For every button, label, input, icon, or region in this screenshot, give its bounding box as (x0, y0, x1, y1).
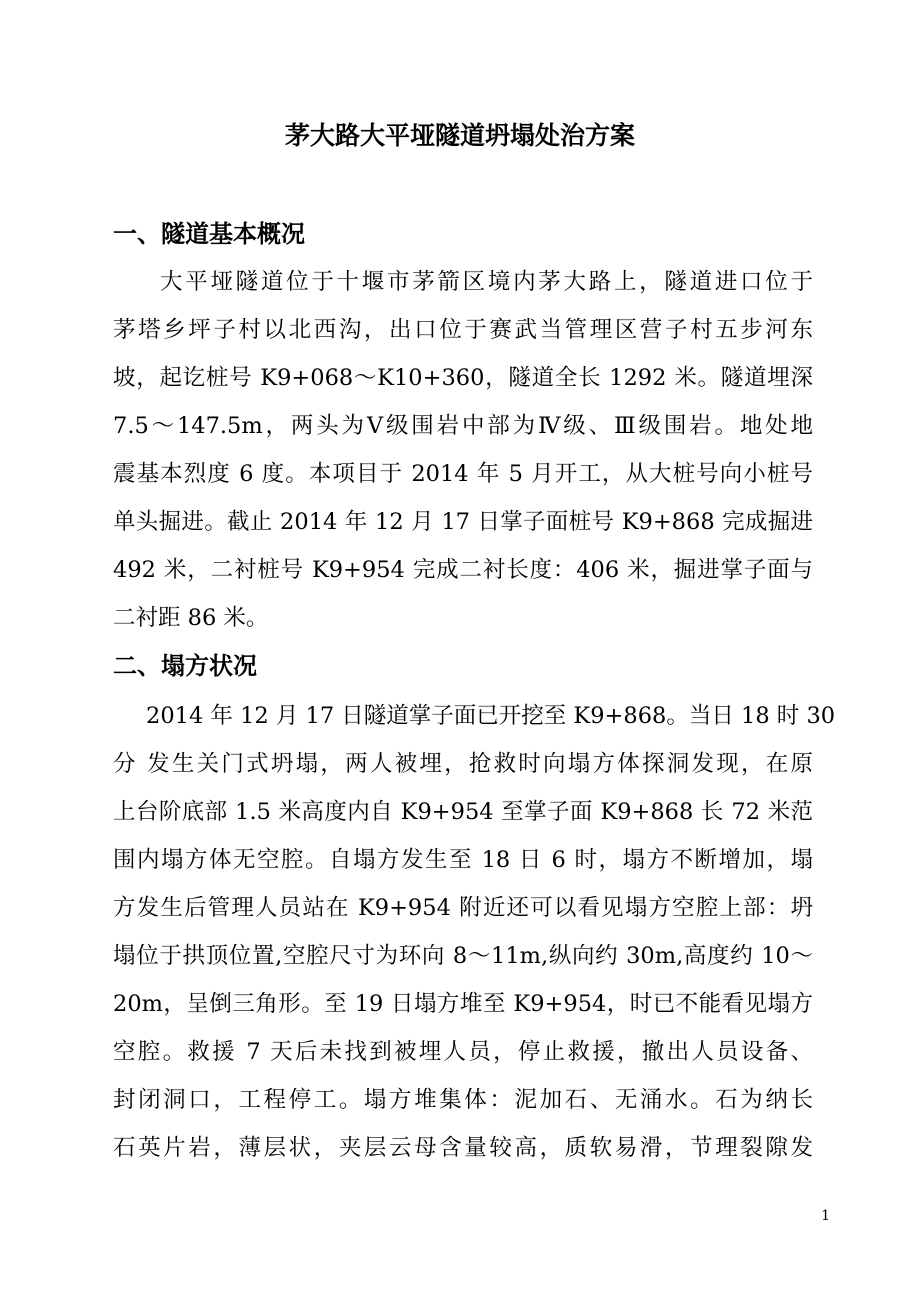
paragraph-line: 上台阶底部 1.5 米高度内自 K9+954 至掌子面 K9+868 长 72 米范 (113, 799, 813, 825)
page-title: 茅大路大平垭隧道坍塌处治方案 (284, 121, 635, 150)
paragraph-line: 二衬距 86 米。 (113, 605, 269, 631)
paragraph-line: 492 米，二衬桩号 K9+954 完成二衬长度：406 米，掘进掌子面与 (113, 557, 813, 583)
paragraph-line: 大平垭隧道位于十堰市茅箭区境内茅大路上，隧道进口位于 (160, 269, 813, 295)
paragraph-line: 封闭洞口，工程停工。塌方堆集体：泥加石、无涌水。石为纳长 (113, 1087, 813, 1113)
paragraph-line: 坡，起讫桩号 K9+068～K10+360，隧道全长 1292 米。隧道埋深 (113, 365, 813, 391)
paragraph-line: 7.5～147.5m，两头为Ⅴ级围岩中部为Ⅳ级、Ⅲ级围岩。地处地 (113, 413, 813, 439)
paragraph-line: 2014 年 12 月 17 日隧道掌子面已开挖至 K9+868。当日 18 时 30 (146, 703, 836, 729)
paragraph-line: 石英片岩，薄层状，夹层云母含量较高，质软易滑，节理裂隙发 (113, 1135, 813, 1161)
paragraph-line: 单头掘进。截止 2014 年 12 月 17 日掌子面桩号 K9+868 完成掘进 (113, 509, 813, 535)
paragraph-line: 围内塌方体无空腔。自塌方发生至 18 日 6 时，塌方不断增加，塌 (113, 847, 813, 873)
paragraph-line: 震基本烈度 6 度。本项目于 2014 年 5 月开工，从大桩号向小桩号 (113, 461, 813, 487)
page-number: 1 (821, 1208, 830, 1224)
section-heading-overview: 一、隧道基本概况 (113, 219, 305, 248)
paragraph-line: 20m，呈倒三角形。至 19 日塌方堆至 K9+954，时已不能看见塌方 (113, 991, 813, 1017)
section-heading-collapse: 二、塌方状况 (113, 651, 257, 680)
paragraph-line: 茅塔乡坪子村以北西沟，出口位于赛武当管理区营子村五步河东 (113, 317, 813, 343)
paragraph-line: 塌位于拱顶位置,空腔尺寸为环向 8～11m,纵向约 30m,高度约 10～ (113, 943, 813, 969)
paragraph-line: 空腔。救援 7 天后未找到被埋人员，停止救援，撤出人员设备、 (113, 1039, 813, 1065)
paragraph-line: 分 发生关门式坍塌，两人被埋，抢救时向塌方体探洞发现，在原 (113, 751, 813, 777)
paragraph-line: 方发生后管理人员站在 K9+954 附近还可以看见塌方空腔上部：坍 (113, 895, 813, 921)
